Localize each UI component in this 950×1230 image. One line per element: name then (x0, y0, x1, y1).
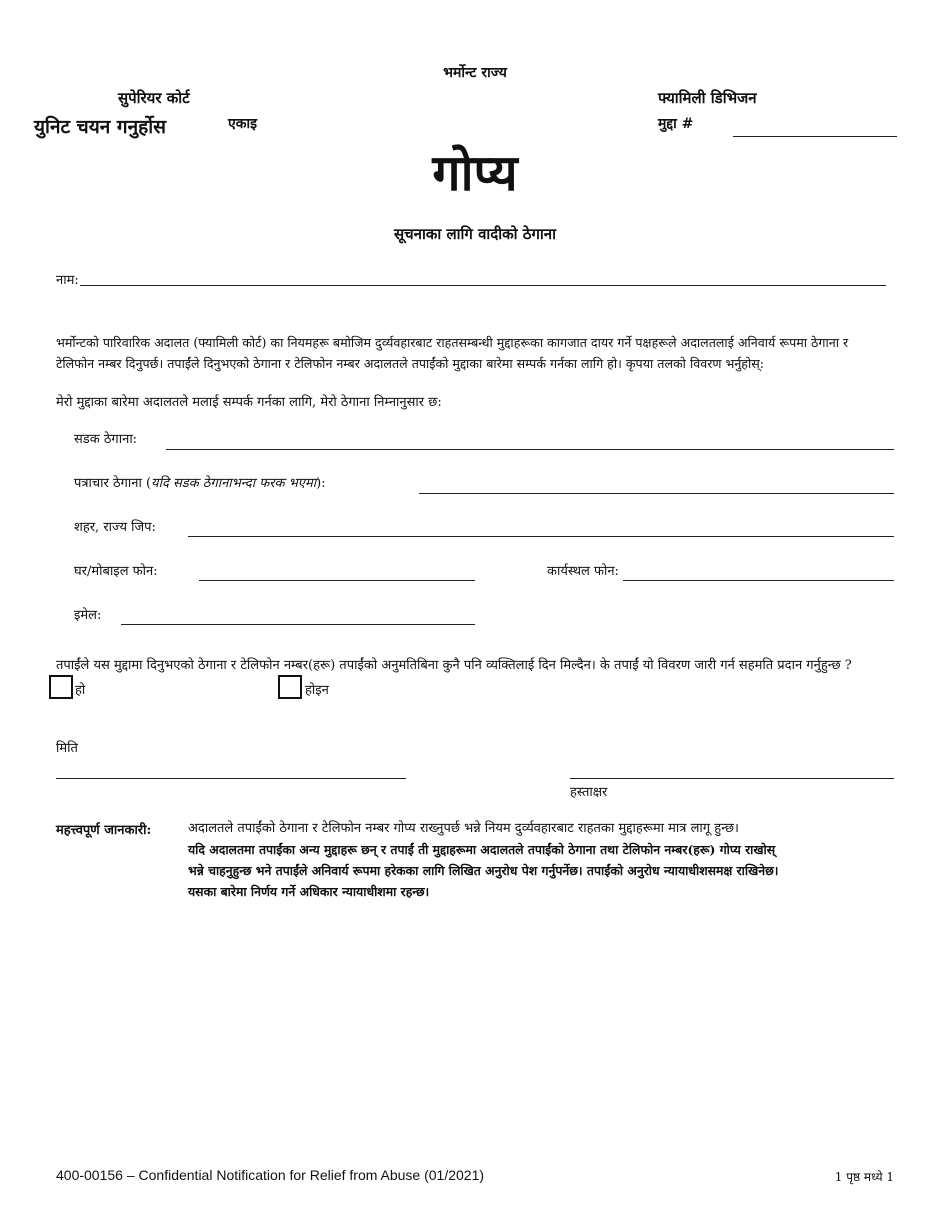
mailing-label-italic: यदि सडक ठेगानाभन्दा फरक भएमा (151, 476, 317, 491)
page-subtitle: सूचनाका लागि वादीको ठेगाना (393, 225, 557, 243)
consent-yes-checkbox[interactable] (49, 675, 73, 699)
state-heading: भर्मोन्ट राज्य (443, 65, 507, 81)
mailing-label (74, 473, 326, 491)
home-phone-field[interactable] (199, 580, 475, 581)
unit-select[interactable]: युनिट चयन गनुर्होस (34, 116, 167, 138)
signature-field[interactable] (570, 778, 894, 779)
mailing-field[interactable] (419, 493, 894, 494)
street-label: सडक ठेगाना: (74, 432, 138, 447)
consent-question: तपाईंले यस मुद्दामा दिनुभएको ठेगाना र टेलिफोन नम्बर(हरू) तपाईंको अनुमतिबिना कुनै पनि व्यक्तिलाई दिन मिल्दैन। के तपाईं यो विवरण जारी गर्न सहमति प्रदान गर्नुहुन्छ ? (56, 658, 852, 673)
page-title: गोप्य (432, 143, 518, 202)
case-number-field[interactable] (733, 136, 897, 137)
consent-no-label: होइन (305, 683, 329, 698)
home-phone-label: घर/मोबाइल फोन: (74, 564, 158, 579)
important-label: महत्त्वपूर्ण जानकारी: (56, 823, 152, 838)
date-label: मिति (56, 741, 78, 756)
name-field[interactable] (80, 285, 886, 286)
intro-line-2: टेलिफोन नम्बर दिनुपर्छ। तपाईंले दिनुभएको ठेगाना र टेलिफोन नम्बर अदालतले तपाईंको मुद्दाका बारेमा सम्पर्क गर्नका लागि हो। कृपया तलको विवरण भर्नुहोस्: (56, 356, 765, 371)
important-bold-line-3: यसका बारेमा निर्णय गर्ने अधिकार न्यायाधीशमा रहन्छ। (188, 884, 430, 899)
division-label: फ्यामिली डिभिजन (658, 89, 757, 107)
important-bold-line-1: यदि अदालतमा तपाईंका अन्य मुद्दाहरू छन् र तपाईं ती मुद्दाहरूमा अदालतले तपाईंको ठेगाना तथा टेलिफोन नम्बर(हरू) गोप्य राखोस् (188, 842, 776, 857)
city-field[interactable] (188, 536, 894, 537)
important-line-1: अदालतले तपाईंको ठेगाना र टेलिफोन नम्बर गोप्य राख्नुपर्छ भन्ने नियम दुर्व्यवहारबाट राहतका मुद्दाहरूमा मात्र लागू हुन्छ। (188, 821, 739, 836)
court-name: सुपेरियर कोर्ट (118, 89, 190, 107)
mailing-label-suffix: ): (316, 476, 326, 491)
consent-no-checkbox[interactable] (278, 675, 302, 699)
form-id: 400-00156 – Confidential Notification for Relief from Abuse (01/2021) (56, 1167, 485, 1183)
consent-yes-label: हो (75, 683, 86, 698)
case-number-label: मुद्दा # (658, 116, 694, 132)
unit-label: एकाइ (228, 116, 257, 132)
work-phone-label: कार्यस्थल फोन: (547, 564, 619, 579)
address-intro: मेरो मुद्दाका बारेमा अदालतले मलाई सम्पर्क गर्नका लागि, मेरो ठेगाना निम्नानुसार छ: (56, 395, 442, 410)
intro-line-1: भर्मोन्टको पारिवारिक अदालत (फ्यामिली कोर्ट) का नियमहरू बमोजिम दुर्व्यवहारबाट राहतसम्बन्धी मुद्दाहरूका कागजात दायर गर्ने पक्षहरूले अदालतलाई अनिवार्य रूपमा ठेगाना र (56, 335, 849, 350)
email-label: इमेल: (74, 608, 102, 623)
city-label: शहर, राज्य जिप: (74, 520, 156, 535)
date-field[interactable] (56, 778, 406, 779)
work-phone-field[interactable] (623, 580, 894, 581)
mailing-label-prefix: पत्राचार ठेगाना ( (74, 476, 152, 491)
name-label: नाम: (56, 273, 79, 288)
important-bold-line-2: भन्ने चाहनुहुन्छ भने तपाईंले अनिवार्य रूपमा हरेकका लागि लिखित अनुरोध पेश गर्नुपर्नेछ। तपाईंको अनुरोध न्यायाधीशसमक्ष राखिनेछ। (188, 863, 779, 878)
page-number: 1 पृष्ठ मध्ये 1 (834, 1170, 894, 1184)
signature-label: हस्ताक्षर (570, 785, 608, 800)
street-field[interactable] (166, 449, 894, 450)
email-field[interactable] (121, 624, 475, 625)
